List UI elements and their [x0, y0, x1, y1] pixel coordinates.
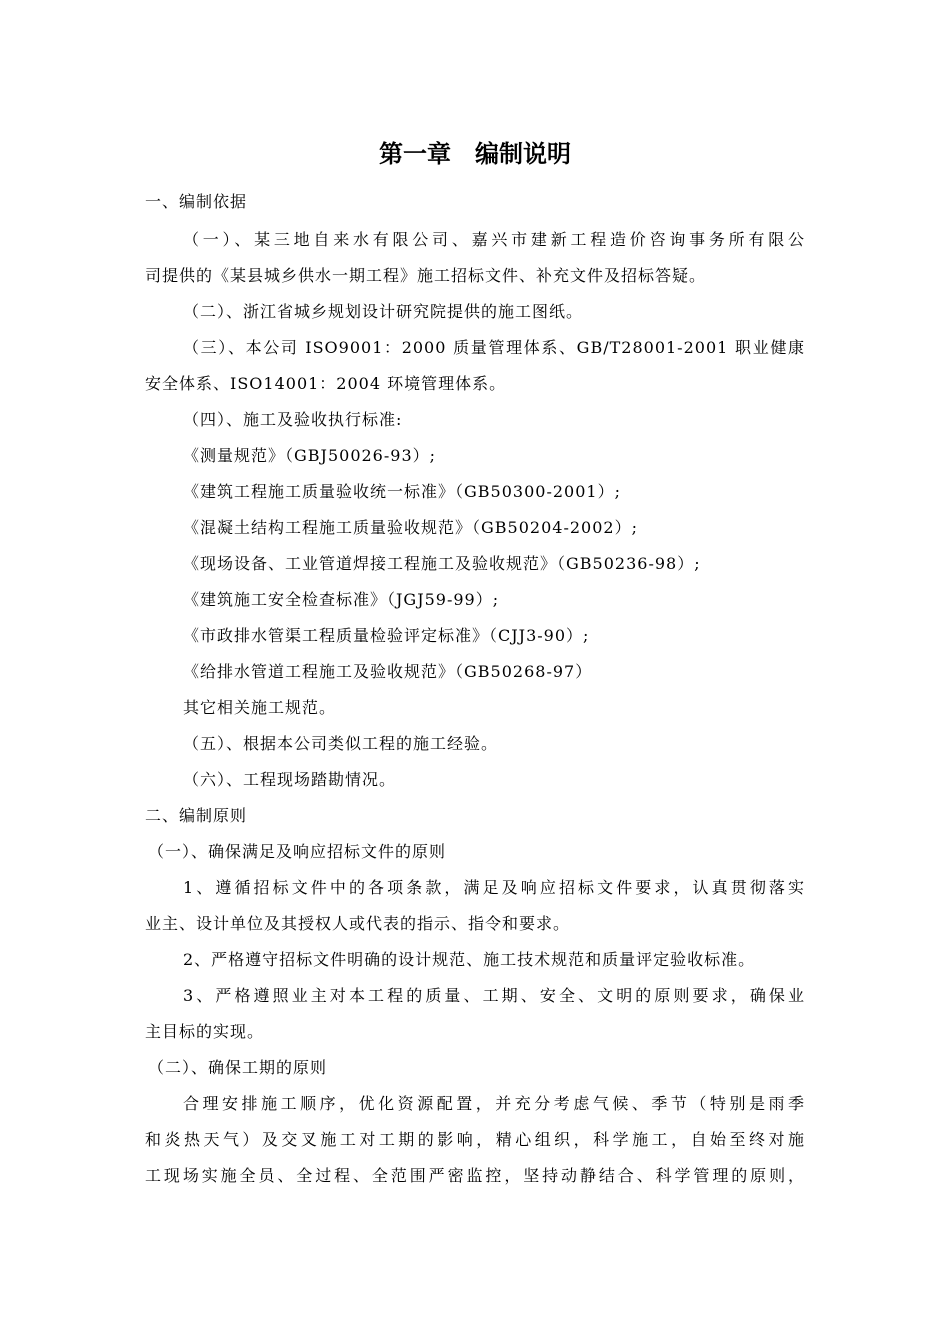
paragraph-line: （五）、根据本公司类似工程的施工经验。 [183, 734, 499, 753]
paragraph-line: 业主、设计单位及其授权人或代表的指示、指令和要求。 [145, 914, 571, 933]
paragraph-line: 其它相关施工规范。 [183, 698, 337, 717]
paragraph-line: 1、遵循招标文件中的各项条款，满足及响应招标文件要求，认真贯彻落实 [183, 878, 805, 897]
section-heading: 二、编制原则 [145, 806, 248, 825]
standard-item: 《测量规范》（GBJ50026-93）; [183, 446, 437, 465]
paragraph-line: 主目标的实现。 [145, 1022, 265, 1041]
subsection-heading: （一）、确保满足及响应招标文件的原则 [148, 842, 447, 861]
paragraph-line: 司提供的《某县城乡供水一期工程》施工招标文件、补充文件及招标答疑。 [145, 266, 707, 285]
paragraph-line: （三）、本公司 ISO9001：2000 质量管理体系、GB/T28001-2001 职业健康 [183, 338, 805, 357]
paragraph-line: 合理安排施工顺序，优化资源配置，并充分考虑气候、季节（特别是雨季 [183, 1094, 805, 1113]
section-heading: 一、编制依据 [145, 192, 248, 211]
paragraph-line: （一）、某三地自来水有限公司、嘉兴市建新工程造价咨询事务所有限公 [183, 230, 805, 249]
paragraph-line: 安全体系、ISO14001：2004 环境管理体系。 [145, 374, 507, 393]
standard-item: 《现场设备、工业管道焊接工程施工及验收规范》（GB50236-98）; [183, 554, 701, 573]
paragraph-line: 3、严格遵照业主对本工程的质量、工期、安全、文明的原则要求，确保业 [183, 986, 805, 1005]
standard-item: 《市政排水管渠工程质量检验评定标准》（CJJ3-90）; [183, 626, 590, 645]
paragraph-line: 工现场实施全员、全过程、全范围严密监控，坚持动静结合、科学管理的原则， [145, 1166, 805, 1185]
paragraph-line: （四）、施工及验收执行标准: [183, 410, 403, 429]
paragraph-line: 和炎热天气）及交叉施工对工期的影响，精心组织，科学施工，自始至终对施 [145, 1130, 805, 1149]
standard-item: 《建筑施工安全检查标准》（JGJ59-99）; [183, 590, 500, 609]
standard-item: 《建筑工程施工质量验收统一标准》（GB50300-2001）; [183, 482, 621, 501]
paragraph-line: 2、严格遵守招标文件明确的设计规范、施工技术规范和质量评定验收标准。 [183, 950, 756, 969]
subsection-heading: （二）、确保工期的原则 [148, 1058, 328, 1077]
standard-item: 《混凝土结构工程施工质量验收规范》（GB50204-2002）; [183, 518, 638, 537]
paragraph-line: （六）、工程现场踏勘情况。 [183, 770, 397, 789]
chapter-title: 第一章 编制说明 [379, 140, 571, 168]
paragraph-line: （二）、浙江省城乡规划设计研究院提供的施工图纸。 [183, 302, 584, 321]
standard-item: 《给排水管道工程施工及验收规范》（GB50268-97） [183, 662, 593, 681]
